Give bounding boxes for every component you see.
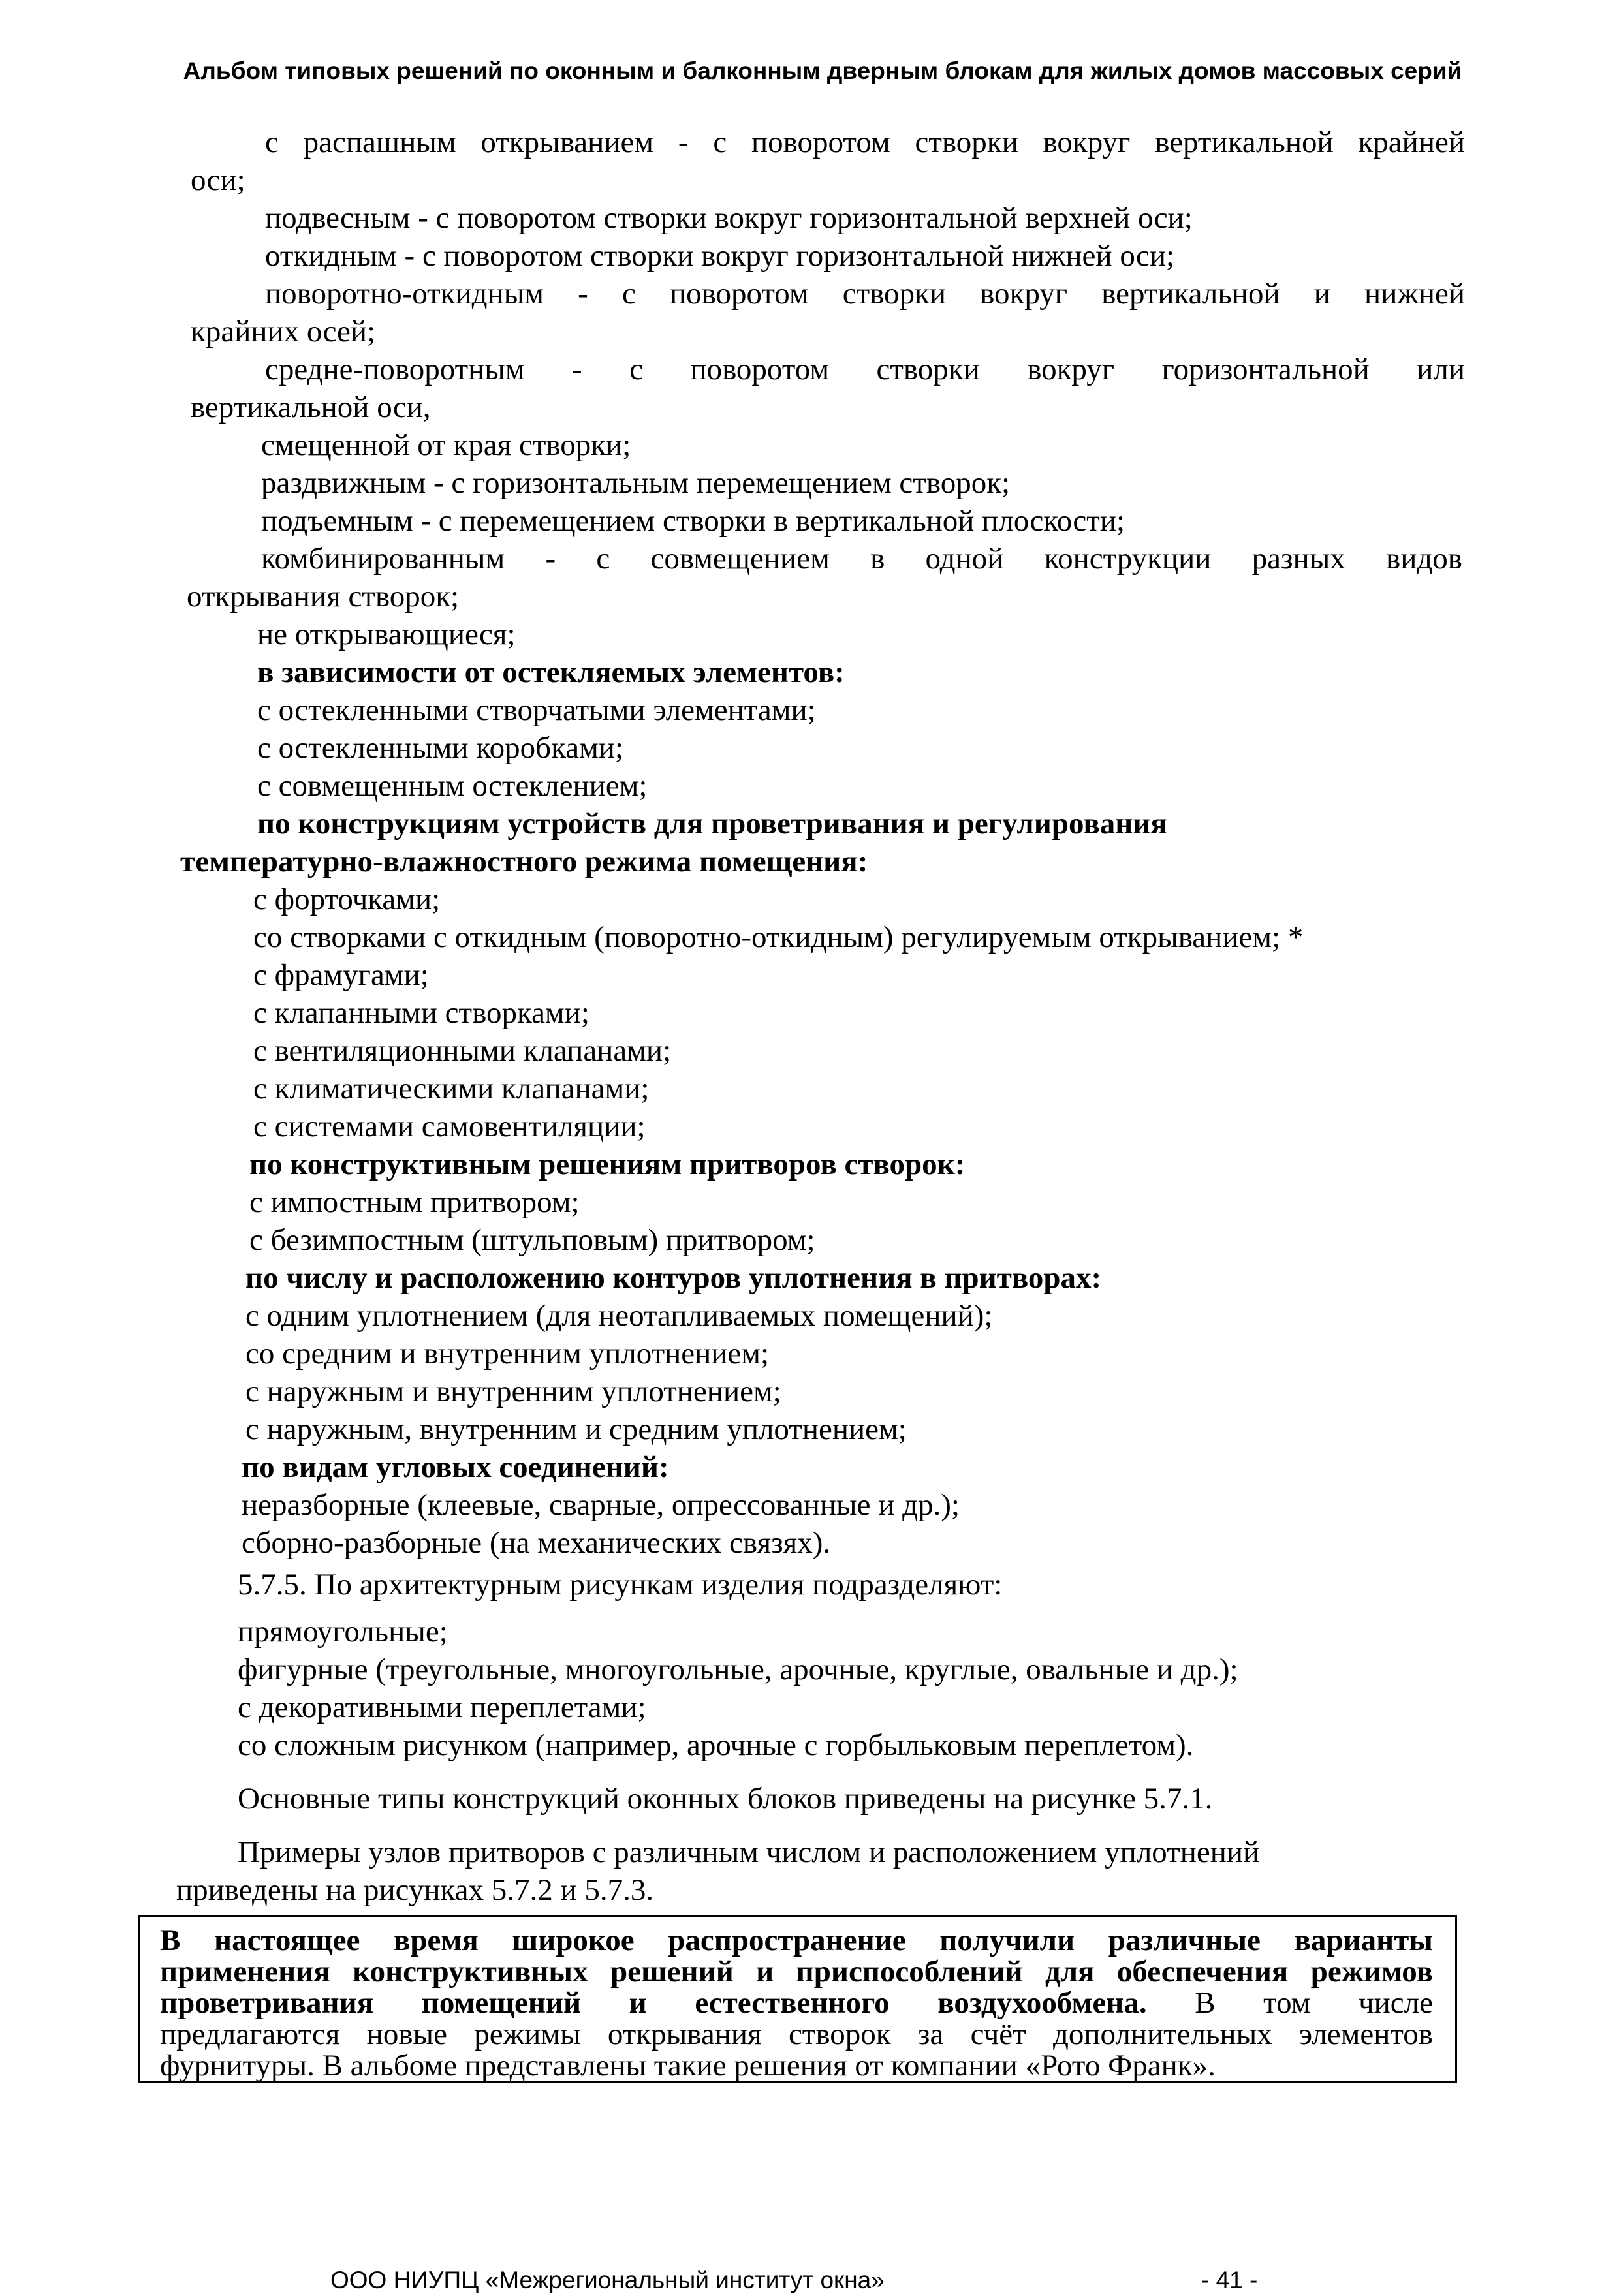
text-line: с остекленными створчатыми элементами; xyxy=(257,693,816,727)
text-line: с импостным притвором; xyxy=(249,1185,580,1219)
section-number-line: 5.7.5. По архитектурным рисункам изделия подразделяют: xyxy=(238,1568,1003,1602)
text-line: приведены на рисунках 5.7.2 и 5.7.3. xyxy=(176,1873,654,1907)
text-line: сборно-разборные (на механических связях). xyxy=(242,1526,831,1560)
text-line: со створками с откидным (поворотно-откидным) регулируемым открыванием; * xyxy=(253,920,1304,954)
text-line: открывания створок; xyxy=(187,580,460,613)
text-line: оси; xyxy=(191,163,245,197)
text-line: подъемным - с перемещением створки в вертикальной плоскости; xyxy=(261,504,1125,538)
text-line: крайних осей; xyxy=(191,315,376,349)
text-line: подвесным - с поворотом створки вокруг горизонтальной верхней оси; xyxy=(265,201,1193,235)
text-line: неразборные (клеевые, сварные, опрессованные и др.); xyxy=(242,1488,960,1522)
text-line: Основные типы конструкций оконных блоков приведены на рисунке 5.7.1. xyxy=(238,1782,1213,1816)
text-line: смещенной от края створки; xyxy=(261,428,631,462)
text-line: с остекленными коробками; xyxy=(257,731,624,765)
text-line: с вентиляционными клапанами; xyxy=(253,1034,672,1068)
text-line: с одним уплотнением (для неотапливаемых помещений); xyxy=(245,1299,993,1333)
text-line: с распашным открыванием - с поворотом створки вокруг вертикальной крайней xyxy=(265,125,1465,159)
text-line: не открывающиеся; xyxy=(257,617,516,651)
text-line: с наружным и внутренним уплотнением; xyxy=(245,1374,781,1408)
section-heading: температурно-влажностного режима помещения: xyxy=(180,845,868,878)
text-line: с клапанными створками; xyxy=(253,996,589,1030)
text-line: комбинированным - с совмещением в одной конструкции разных видов xyxy=(261,542,1462,576)
section-heading: по конструкциям устройств для проветривания и регулирования xyxy=(257,807,1167,841)
text-line: с безимпостным (штульповым) притвором; xyxy=(249,1223,815,1257)
text-line: раздвижным - с горизонтальным перемещением створок; xyxy=(261,466,1011,500)
text-line: с декоративными переплетами; xyxy=(238,1690,646,1724)
text-line: прямоугольные; xyxy=(238,1615,448,1649)
text-line: со средним и внутренним уплотнением; xyxy=(245,1337,770,1371)
footer-organization: ООО НИУПЦ «Межрегиональный институт окна» xyxy=(330,2267,885,2293)
notice-bold-fragment: проветривания помещений и естественного воздухообмена. xyxy=(160,1986,1147,2020)
text-line: Примеры узлов притворов с различным числом и расположением уплотнений xyxy=(238,1835,1260,1869)
section-heading: по конструктивным решениям притворов створок: xyxy=(249,1147,966,1181)
text-line: со сложным рисунком (например, арочные с горбыльковым переплетом). xyxy=(238,1728,1194,1762)
notice-line: В настоящее время широкое распространение получили различные варианты xyxy=(160,1923,1433,1957)
notice-line: фурнитуры. В альбоме представлены такие решения от компании «Рото Франк». xyxy=(160,2049,1216,2083)
text-line: откидным - с поворотом створки вокруг горизонтальной нижней оси; xyxy=(265,239,1175,273)
text-line: с форточками; xyxy=(253,882,441,916)
section-heading: в зависимости от остекляемых элементов: xyxy=(257,655,845,689)
text-line: вертикальной оси, xyxy=(191,390,431,424)
page-number: - 41 - xyxy=(1201,2267,1258,2293)
notice-line: предлагаются новые режимы открывания створок за счёт дополнительных элементов xyxy=(160,2017,1433,2051)
text-line: с климатическими клапанами; xyxy=(253,1072,650,1106)
notice-box xyxy=(138,1915,1457,2083)
text-line: с совмещенным остеклением; xyxy=(257,769,648,803)
text-line: поворотно-откидным - с поворотом створки вокруг вертикальной и нижней xyxy=(265,277,1465,311)
text-line: с фрамугами; xyxy=(253,958,429,992)
text-line: фигурные (треугольные, многоугольные, арочные, круглые, овальные и др.); xyxy=(238,1652,1238,1686)
text-line: с системами самовентиляции; xyxy=(253,1109,646,1143)
text-line: средне-поворотным - с поворотом створки вокруг горизонтальной или xyxy=(265,352,1465,386)
text-line: с наружным, внутренним и средним уплотнением; xyxy=(245,1412,907,1446)
notice-plain-fragment: В том числе xyxy=(1146,1986,1433,2020)
section-heading: по числу и расположению контуров уплотнения в притворах: xyxy=(245,1261,1102,1295)
section-heading: по видам угловых соединений: xyxy=(242,1450,669,1484)
page-header: Альбом типовых решений по оконным и балконным дверным блокам для жилых домов массовых серий xyxy=(183,57,1462,84)
notice-line: применения конструктивных решений и приспособлений для обеспечения режимов xyxy=(160,1955,1433,1989)
